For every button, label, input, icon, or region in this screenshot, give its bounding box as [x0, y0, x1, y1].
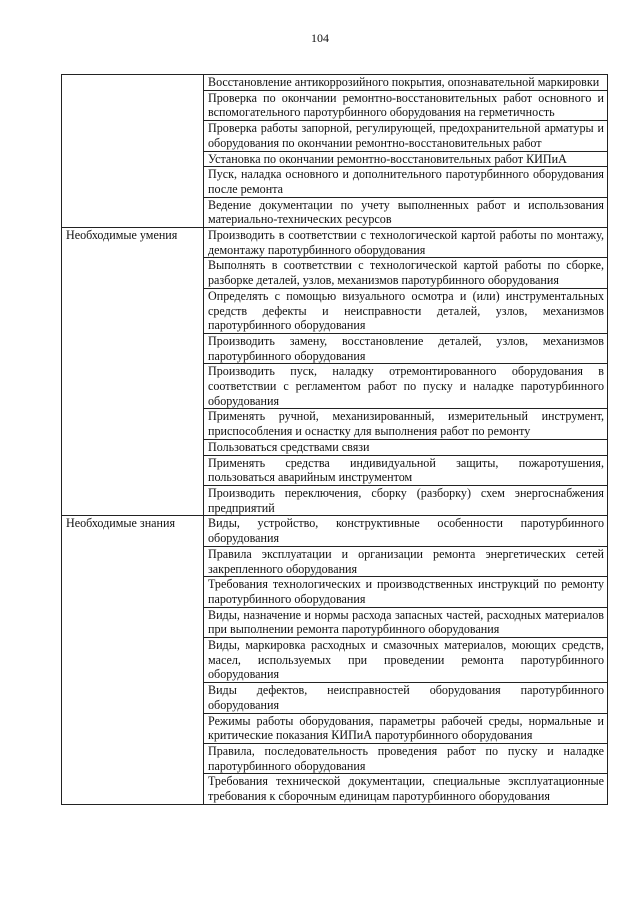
requirement-item: Проверка по окончании ремонтно-восстановительных работ основного и вспомогательного паротурбинного оборудования на герметичность: [204, 90, 608, 120]
requirement-item: Определять с помощью визуального осмотра и (или) инструментальных средств дефекты и неисправности деталей, узлов, механизмов паротурбинного оборудования: [204, 288, 608, 333]
section-label: [62, 75, 204, 228]
requirement-item: Правила эксплуатации и организации ремонта энергетических сетей закрепленного оборудования: [204, 546, 608, 576]
requirement-item: Виды, маркировка расходных и смазочных материалов, моющих средств, масел, используемых при проведении ремонта паротурбинного оборудования: [204, 638, 608, 683]
requirement-item: Производить замену, восстановление деталей, узлов, механизмов паротурбинного оборудования: [204, 333, 608, 363]
requirement-item: Применять ручной, механизированный, измерительный инструмент, приспособления и оснастку для выполнения работ по ремонту: [204, 409, 608, 439]
section-label: Необходимые умения: [62, 228, 204, 516]
requirement-item: Применять средства индивидуальной защиты, пожаротушения, пользоваться аварийным инструментом: [204, 455, 608, 485]
requirement-item: Требования технологических и производственных инструкций по ремонту паротурбинного оборудования: [204, 577, 608, 607]
requirement-item: Виды, назначение и нормы расхода запасных частей, расходных материалов при выполнении ремонта паротурбинного оборудования: [204, 607, 608, 637]
table-row: [62, 75, 608, 91]
requirements-table: [61, 74, 608, 805]
requirement-item: Правила, последовательность проведения работ по пуску и наладке паротурбинного оборудования: [204, 743, 608, 773]
requirement-item: Производить переключения, сборку (разборку) схем энергоснабжения предприятий: [204, 485, 608, 515]
requirement-item: Восстановление антикоррозийного покрытия, опознавательной маркировки: [204, 75, 608, 91]
requirement-item: Виды, устройство, конструктивные особенности паротурбинного оборудования: [204, 516, 608, 546]
requirement-item: Проверка работы запорной, регулирующей, предохранительной арматуры и оборудования по окончании ремонтно-восстановительных работ: [204, 121, 608, 151]
page-number: 104: [311, 31, 329, 45]
requirement-item: Установка по окончании ремонтно-восстановительных работ КИПиА: [204, 151, 608, 167]
requirement-item: Пользоваться средствами связи: [204, 439, 608, 455]
requirement-item: Производить в соответствии с технологической картой работы по монтажу, демонтажу паротурбинного оборудования: [204, 228, 608, 258]
requirement-item: Требования технической документации, специальные эксплуатационные требования к сборочным единицам паротурбинного оборудования: [204, 774, 608, 804]
table-row: [62, 228, 608, 258]
requirement-item: Производить пуск, наладку отремонтированного оборудования в соответствии с регламентом работ по пуску и наладке паротурбинного оборудования: [204, 364, 608, 409]
requirement-item: Выполнять в соответствии с технологической картой работы по сборке, разборке деталей, узлов, механизмов паротурбинного оборудования: [204, 258, 608, 288]
requirement-item: Ведение документации по учету выполненных работ и использования материально-технических ресурсов: [204, 197, 608, 227]
requirement-item: Режимы работы оборудования, параметры рабочей среды, нормальные и критические показания КИПиА паротурбинного оборудования: [204, 713, 608, 743]
table-row: [62, 516, 608, 546]
requirement-item: Виды дефектов, неисправностей оборудования паротурбинного оборудования: [204, 683, 608, 713]
section-label: Необходимые знания: [62, 516, 204, 804]
requirement-item: Пуск, наладка основного и дополнительного паротурбинного оборудования после ремонта: [204, 167, 608, 197]
